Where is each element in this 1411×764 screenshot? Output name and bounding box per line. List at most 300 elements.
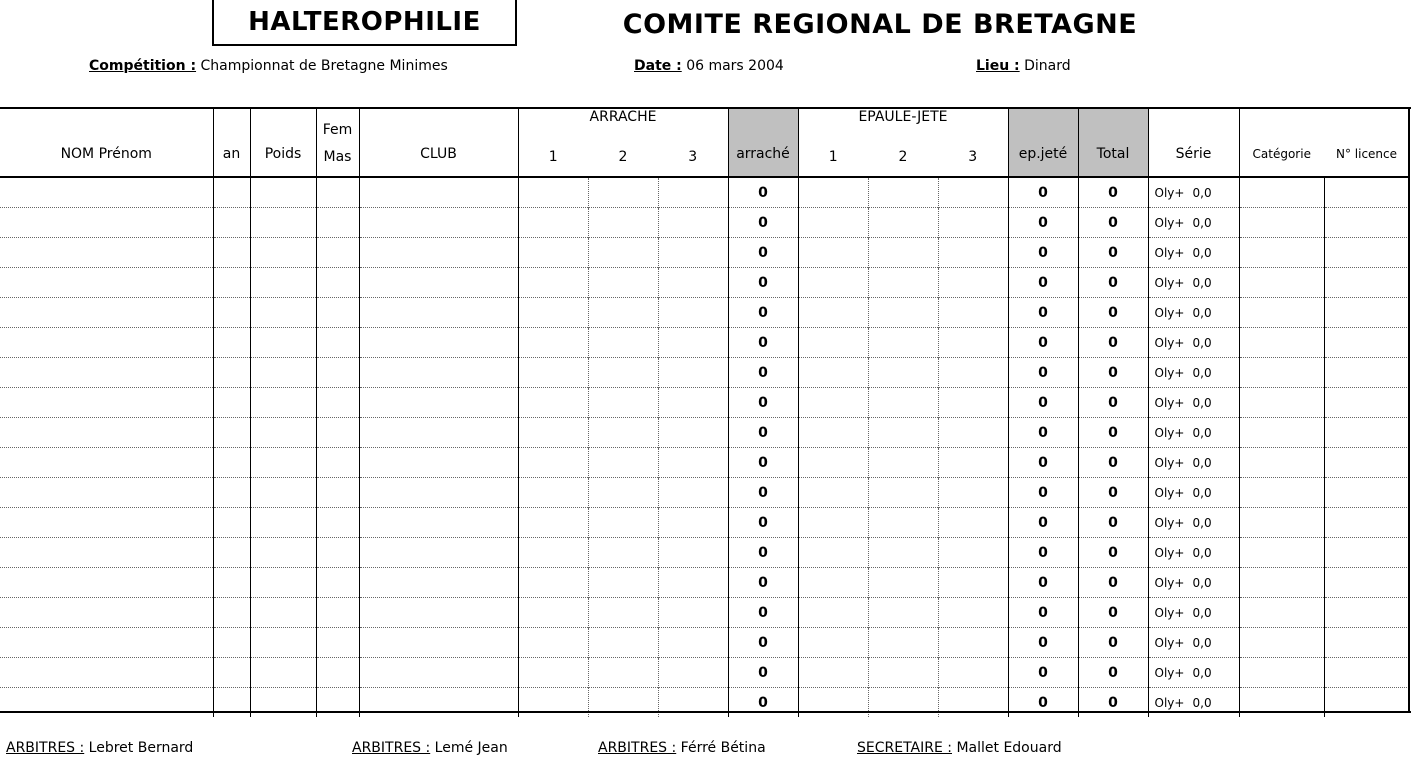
empty-cell bbox=[0, 268, 213, 298]
total-cell: 0 bbox=[1078, 388, 1148, 418]
empty-cell bbox=[0, 238, 213, 268]
arrache-cell: 0 bbox=[728, 268, 798, 298]
series-score: 0,0 bbox=[1192, 455, 1212, 470]
empty-cell bbox=[938, 568, 1008, 598]
empty-cell bbox=[1324, 268, 1409, 298]
table-row bbox=[0, 388, 1409, 418]
place-label: Lieu : bbox=[976, 58, 1020, 74]
empty-cell bbox=[1239, 358, 1324, 388]
empty-cell bbox=[213, 268, 250, 298]
empty-cell bbox=[1324, 448, 1409, 478]
epjete-cell: 0 bbox=[1008, 448, 1078, 478]
table-row bbox=[0, 177, 1409, 208]
referee-1-label: ARBITRES : bbox=[6, 740, 85, 756]
sport-title: HALTEROPHILIE bbox=[212, 0, 517, 46]
empty-cell bbox=[798, 418, 868, 448]
empty-cell bbox=[518, 598, 588, 628]
empty-cell bbox=[588, 208, 658, 238]
empty-cell bbox=[798, 448, 868, 478]
empty-cell bbox=[316, 177, 359, 208]
empty-cell bbox=[359, 598, 518, 628]
empty-cell bbox=[359, 208, 518, 238]
arrache-cell: 0 bbox=[728, 208, 798, 238]
empty-cell bbox=[938, 418, 1008, 448]
empty-cell bbox=[518, 238, 588, 268]
empty-cell bbox=[1324, 628, 1409, 658]
col-name: NOM Prénom bbox=[60, 145, 152, 162]
arrache-cell: 0 bbox=[728, 328, 798, 358]
col-total: Total bbox=[1078, 107, 1148, 177]
series-score: 0,0 bbox=[1192, 575, 1212, 590]
empty-cell bbox=[0, 358, 213, 388]
series-score: 0,0 bbox=[1192, 245, 1212, 260]
series-code: Oly+ bbox=[1154, 695, 1185, 710]
empty-cell bbox=[518, 658, 588, 688]
empty-cell bbox=[1324, 538, 1409, 568]
empty-cell bbox=[938, 508, 1008, 538]
empty-cell bbox=[588, 238, 658, 268]
series-score: 0,0 bbox=[1192, 425, 1212, 440]
empty-cell bbox=[359, 388, 518, 418]
empty-cell bbox=[938, 298, 1008, 328]
empty-cell bbox=[316, 358, 359, 388]
empty-cell bbox=[1239, 388, 1324, 418]
empty-cell bbox=[316, 448, 359, 478]
empty-cell bbox=[250, 177, 316, 208]
empty-cell bbox=[250, 358, 316, 388]
empty-cell bbox=[0, 208, 213, 238]
empty-cell bbox=[938, 358, 1008, 388]
empty-cell bbox=[1239, 418, 1324, 448]
empty-cell bbox=[213, 388, 250, 418]
empty-cell bbox=[316, 568, 359, 598]
empty-cell bbox=[938, 628, 1008, 658]
empty-cell bbox=[250, 508, 316, 538]
empty-cell bbox=[798, 238, 868, 268]
referee-1 bbox=[6, 740, 193, 756]
empty-cell bbox=[518, 478, 588, 508]
table-row bbox=[0, 208, 1409, 238]
empty-cell bbox=[658, 478, 728, 508]
empty-cell bbox=[938, 268, 1008, 298]
series-code: Oly+ bbox=[1154, 365, 1185, 380]
empty-cell bbox=[250, 418, 316, 448]
empty-cell bbox=[588, 418, 658, 448]
empty-cell bbox=[0, 628, 213, 658]
empty-cell bbox=[213, 177, 250, 208]
empty-cell bbox=[518, 418, 588, 448]
empty-cell bbox=[213, 508, 250, 538]
empty-cell bbox=[798, 538, 868, 568]
col-cj-group: EPAULE-JETE bbox=[798, 107, 1008, 141]
empty-cell bbox=[1239, 658, 1324, 688]
empty-cell bbox=[316, 388, 359, 418]
empty-cell bbox=[658, 358, 728, 388]
series-cell bbox=[1148, 538, 1239, 568]
col-year: an bbox=[213, 107, 250, 177]
empty-cell bbox=[518, 568, 588, 598]
total-cell: 0 bbox=[1078, 508, 1148, 538]
total-cell: 0 bbox=[1078, 478, 1148, 508]
epjete-cell: 0 bbox=[1008, 208, 1078, 238]
table-row bbox=[0, 358, 1409, 388]
empty-cell bbox=[518, 448, 588, 478]
arrache-cell: 0 bbox=[728, 658, 798, 688]
empty-cell bbox=[359, 478, 518, 508]
empty-cell bbox=[938, 598, 1008, 628]
empty-cell bbox=[658, 177, 728, 208]
empty-cell bbox=[658, 658, 728, 688]
epjete-cell: 0 bbox=[1008, 568, 1078, 598]
empty-cell bbox=[213, 478, 250, 508]
referee-3 bbox=[598, 740, 766, 756]
empty-cell bbox=[798, 358, 868, 388]
empty-cell bbox=[518, 298, 588, 328]
empty-cell bbox=[213, 208, 250, 238]
total-cell: 0 bbox=[1078, 538, 1148, 568]
arrache-cell: 0 bbox=[728, 418, 798, 448]
empty-cell bbox=[1324, 478, 1409, 508]
competition-field bbox=[89, 58, 448, 74]
empty-cell bbox=[213, 328, 250, 358]
empty-cell bbox=[1239, 508, 1324, 538]
empty-cell bbox=[359, 508, 518, 538]
arrache-cell: 0 bbox=[728, 238, 798, 268]
empty-cell bbox=[658, 568, 728, 598]
series-code: Oly+ bbox=[1154, 185, 1185, 200]
series-cell bbox=[1148, 628, 1239, 658]
empty-cell bbox=[588, 298, 658, 328]
empty-cell bbox=[868, 388, 938, 418]
empty-cell bbox=[798, 208, 868, 238]
empty-cell bbox=[316, 508, 359, 538]
empty-cell bbox=[0, 478, 213, 508]
empty-cell bbox=[316, 418, 359, 448]
empty-cell bbox=[798, 328, 868, 358]
total-cell: 0 bbox=[1078, 418, 1148, 448]
empty-cell bbox=[588, 658, 658, 688]
series-score: 0,0 bbox=[1192, 665, 1212, 680]
empty-cell bbox=[250, 448, 316, 478]
series-score: 0,0 bbox=[1192, 695, 1212, 710]
empty-cell bbox=[0, 298, 213, 328]
competition-value: Championnat de Bretagne Minimes bbox=[200, 58, 448, 74]
series-code: Oly+ bbox=[1154, 515, 1185, 530]
series-cell bbox=[1148, 478, 1239, 508]
empty-cell bbox=[798, 628, 868, 658]
secretary bbox=[857, 740, 1062, 756]
empty-cell bbox=[518, 328, 588, 358]
empty-cell bbox=[658, 268, 728, 298]
empty-cell bbox=[359, 328, 518, 358]
empty-cell bbox=[1239, 208, 1324, 238]
empty-cell bbox=[868, 478, 938, 508]
referee-2 bbox=[352, 740, 508, 756]
epjete-cell: 0 bbox=[1008, 298, 1078, 328]
empty-cell bbox=[868, 598, 938, 628]
empty-cell bbox=[359, 448, 518, 478]
empty-cell bbox=[518, 388, 588, 418]
empty-cell bbox=[938, 177, 1008, 208]
empty-cell bbox=[798, 658, 868, 688]
empty-cell bbox=[359, 538, 518, 568]
empty-cell bbox=[588, 358, 658, 388]
empty-cell bbox=[213, 598, 250, 628]
series-code: Oly+ bbox=[1154, 335, 1185, 350]
empty-cell bbox=[588, 448, 658, 478]
empty-cell bbox=[0, 658, 213, 688]
series-cell bbox=[1148, 418, 1239, 448]
series-code: Oly+ bbox=[1154, 455, 1185, 470]
arrache-cell: 0 bbox=[728, 508, 798, 538]
committee-title: COMITE REGIONAL DE BRETAGNE bbox=[622, 8, 1138, 40]
empty-cell bbox=[359, 418, 518, 448]
empty-cell bbox=[213, 358, 250, 388]
empty-cell bbox=[1239, 177, 1324, 208]
empty-cell bbox=[250, 208, 316, 238]
empty-cell bbox=[1324, 508, 1409, 538]
total-cell: 0 bbox=[1078, 328, 1148, 358]
series-code: Oly+ bbox=[1154, 605, 1185, 620]
series-cell bbox=[1148, 328, 1239, 358]
empty-cell bbox=[938, 478, 1008, 508]
empty-cell bbox=[1324, 328, 1409, 358]
series-cell bbox=[1148, 358, 1239, 388]
col-sex-female: Fem bbox=[316, 107, 359, 141]
total-cell: 0 bbox=[1078, 268, 1148, 298]
series-score: 0,0 bbox=[1192, 305, 1212, 320]
empty-cell bbox=[938, 388, 1008, 418]
empty-cell bbox=[316, 328, 359, 358]
epjete-cell: 0 bbox=[1008, 418, 1078, 448]
empty-cell bbox=[213, 298, 250, 328]
table-row bbox=[0, 448, 1409, 478]
col-licence: N° licence bbox=[1335, 146, 1398, 161]
empty-cell bbox=[316, 478, 359, 508]
col-weight: Poids bbox=[250, 107, 316, 177]
empty-cell bbox=[359, 298, 518, 328]
empty-cell bbox=[1239, 568, 1324, 598]
empty-cell bbox=[658, 538, 728, 568]
empty-cell bbox=[658, 298, 728, 328]
empty-cell bbox=[359, 568, 518, 598]
col-cj-best: ep.jeté bbox=[1008, 107, 1078, 177]
table-row bbox=[0, 598, 1409, 628]
empty-cell bbox=[316, 238, 359, 268]
series-code: Oly+ bbox=[1154, 485, 1185, 500]
epjete-cell: 0 bbox=[1008, 358, 1078, 388]
col-snatch-3: 3 bbox=[688, 148, 698, 165]
empty-cell bbox=[868, 538, 938, 568]
epjete-cell: 0 bbox=[1008, 328, 1078, 358]
empty-cell bbox=[0, 538, 213, 568]
empty-cell bbox=[213, 418, 250, 448]
epjete-cell: 0 bbox=[1008, 628, 1078, 658]
col-sex-male: Mas bbox=[316, 141, 359, 177]
total-cell: 0 bbox=[1078, 628, 1148, 658]
series-cell bbox=[1148, 388, 1239, 418]
series-code: Oly+ bbox=[1154, 425, 1185, 440]
table-row bbox=[0, 328, 1409, 358]
arrache-cell: 0 bbox=[728, 298, 798, 328]
col-cj-3: 3 bbox=[968, 148, 978, 165]
empty-cell bbox=[316, 598, 359, 628]
empty-cell bbox=[250, 478, 316, 508]
empty-cell bbox=[1324, 418, 1409, 448]
epjete-cell: 0 bbox=[1008, 688, 1078, 718]
series-score: 0,0 bbox=[1192, 545, 1212, 560]
table-row bbox=[0, 508, 1409, 538]
empty-cell bbox=[250, 238, 316, 268]
date-field bbox=[634, 58, 784, 74]
series-code: Oly+ bbox=[1154, 545, 1185, 560]
empty-cell bbox=[798, 388, 868, 418]
total-cell: 0 bbox=[1078, 208, 1148, 238]
empty-cell bbox=[868, 568, 938, 598]
empty-cell bbox=[588, 177, 658, 208]
empty-cell bbox=[518, 208, 588, 238]
series-cell bbox=[1148, 238, 1239, 268]
referee-3-name: Férré Bétina bbox=[680, 740, 766, 756]
empty-cell bbox=[518, 358, 588, 388]
empty-cell bbox=[868, 298, 938, 328]
empty-cell bbox=[1239, 538, 1324, 568]
empty-cell bbox=[1239, 328, 1324, 358]
series-score: 0,0 bbox=[1192, 605, 1212, 620]
empty-cell bbox=[0, 598, 213, 628]
empty-cell bbox=[0, 388, 213, 418]
empty-cell bbox=[316, 208, 359, 238]
empty-cell bbox=[0, 328, 213, 358]
empty-cell bbox=[250, 268, 316, 298]
epjete-cell: 0 bbox=[1008, 268, 1078, 298]
series-code: Oly+ bbox=[1154, 215, 1185, 230]
empty-cell bbox=[588, 388, 658, 418]
empty-cell bbox=[588, 538, 658, 568]
series-score: 0,0 bbox=[1192, 215, 1212, 230]
arrache-cell: 0 bbox=[728, 628, 798, 658]
table-row bbox=[0, 658, 1409, 688]
table-row bbox=[0, 298, 1409, 328]
empty-cell bbox=[798, 568, 868, 598]
empty-cell bbox=[1324, 238, 1409, 268]
empty-cell bbox=[1324, 598, 1409, 628]
empty-cell bbox=[213, 448, 250, 478]
epjete-cell: 0 bbox=[1008, 538, 1078, 568]
empty-cell bbox=[938, 238, 1008, 268]
table-row bbox=[0, 418, 1409, 448]
arrache-cell: 0 bbox=[728, 478, 798, 508]
empty-cell bbox=[868, 418, 938, 448]
empty-cell bbox=[588, 328, 658, 358]
empty-cell bbox=[250, 538, 316, 568]
empty-cell bbox=[316, 268, 359, 298]
empty-cell bbox=[250, 658, 316, 688]
empty-cell bbox=[868, 328, 938, 358]
date-label: Date : bbox=[634, 58, 682, 74]
empty-cell bbox=[868, 448, 938, 478]
empty-cell bbox=[658, 508, 728, 538]
arrache-cell: 0 bbox=[728, 598, 798, 628]
competition-label: Compétition : bbox=[89, 58, 197, 74]
empty-cell bbox=[0, 568, 213, 598]
arrache-cell: 0 bbox=[728, 448, 798, 478]
empty-cell bbox=[250, 328, 316, 358]
series-cell bbox=[1148, 177, 1239, 208]
empty-cell bbox=[868, 268, 938, 298]
empty-cell bbox=[798, 508, 868, 538]
series-score: 0,0 bbox=[1192, 335, 1212, 350]
referee-2-label: ARBITRES : bbox=[352, 740, 431, 756]
empty-cell bbox=[316, 298, 359, 328]
empty-cell bbox=[588, 568, 658, 598]
empty-cell bbox=[213, 538, 250, 568]
arrache-cell: 0 bbox=[728, 358, 798, 388]
epjete-cell: 0 bbox=[1008, 478, 1078, 508]
empty-cell bbox=[250, 598, 316, 628]
col-cj-2: 2 bbox=[898, 148, 908, 165]
arrache-cell: 0 bbox=[728, 688, 798, 718]
empty-cell bbox=[213, 628, 250, 658]
epjete-cell: 0 bbox=[1008, 238, 1078, 268]
empty-cell bbox=[798, 177, 868, 208]
table-row bbox=[0, 628, 1409, 658]
total-cell: 0 bbox=[1078, 238, 1148, 268]
arrache-cell: 0 bbox=[728, 538, 798, 568]
series-cell bbox=[1148, 448, 1239, 478]
series-code: Oly+ bbox=[1154, 665, 1185, 680]
total-cell: 0 bbox=[1078, 658, 1148, 688]
empty-cell bbox=[588, 598, 658, 628]
col-snatch-1: 1 bbox=[518, 141, 588, 177]
empty-cell bbox=[868, 208, 938, 238]
empty-cell bbox=[316, 658, 359, 688]
empty-cell bbox=[1324, 388, 1409, 418]
series-score: 0,0 bbox=[1192, 515, 1212, 530]
empty-cell bbox=[588, 508, 658, 538]
empty-cell bbox=[868, 628, 938, 658]
col-cj-1: 1 bbox=[798, 141, 868, 177]
series-cell bbox=[1148, 298, 1239, 328]
empty-cell bbox=[359, 268, 518, 298]
series-cell bbox=[1148, 508, 1239, 538]
series-score: 0,0 bbox=[1192, 185, 1212, 200]
series-score: 0,0 bbox=[1192, 635, 1212, 650]
empty-cell bbox=[250, 568, 316, 598]
series-cell bbox=[1148, 268, 1239, 298]
col-series: Série bbox=[1148, 107, 1239, 177]
empty-cell bbox=[1324, 298, 1409, 328]
empty-cell bbox=[250, 388, 316, 418]
empty-cell bbox=[798, 598, 868, 628]
date-value: 06 mars 2004 bbox=[686, 58, 784, 74]
empty-cell bbox=[359, 238, 518, 268]
total-cell: 0 bbox=[1078, 568, 1148, 598]
series-code: Oly+ bbox=[1154, 575, 1185, 590]
empty-cell bbox=[938, 538, 1008, 568]
empty-cell bbox=[518, 177, 588, 208]
series-cell bbox=[1148, 208, 1239, 238]
empty-cell bbox=[798, 298, 868, 328]
empty-cell bbox=[868, 358, 938, 388]
series-code: Oly+ bbox=[1154, 395, 1185, 410]
empty-cell bbox=[938, 328, 1008, 358]
place-value: Dinard bbox=[1024, 58, 1071, 74]
empty-cell bbox=[250, 298, 316, 328]
total-cell: 0 bbox=[1078, 448, 1148, 478]
table-row bbox=[0, 568, 1409, 598]
col-snatch-2: 2 bbox=[618, 148, 628, 165]
